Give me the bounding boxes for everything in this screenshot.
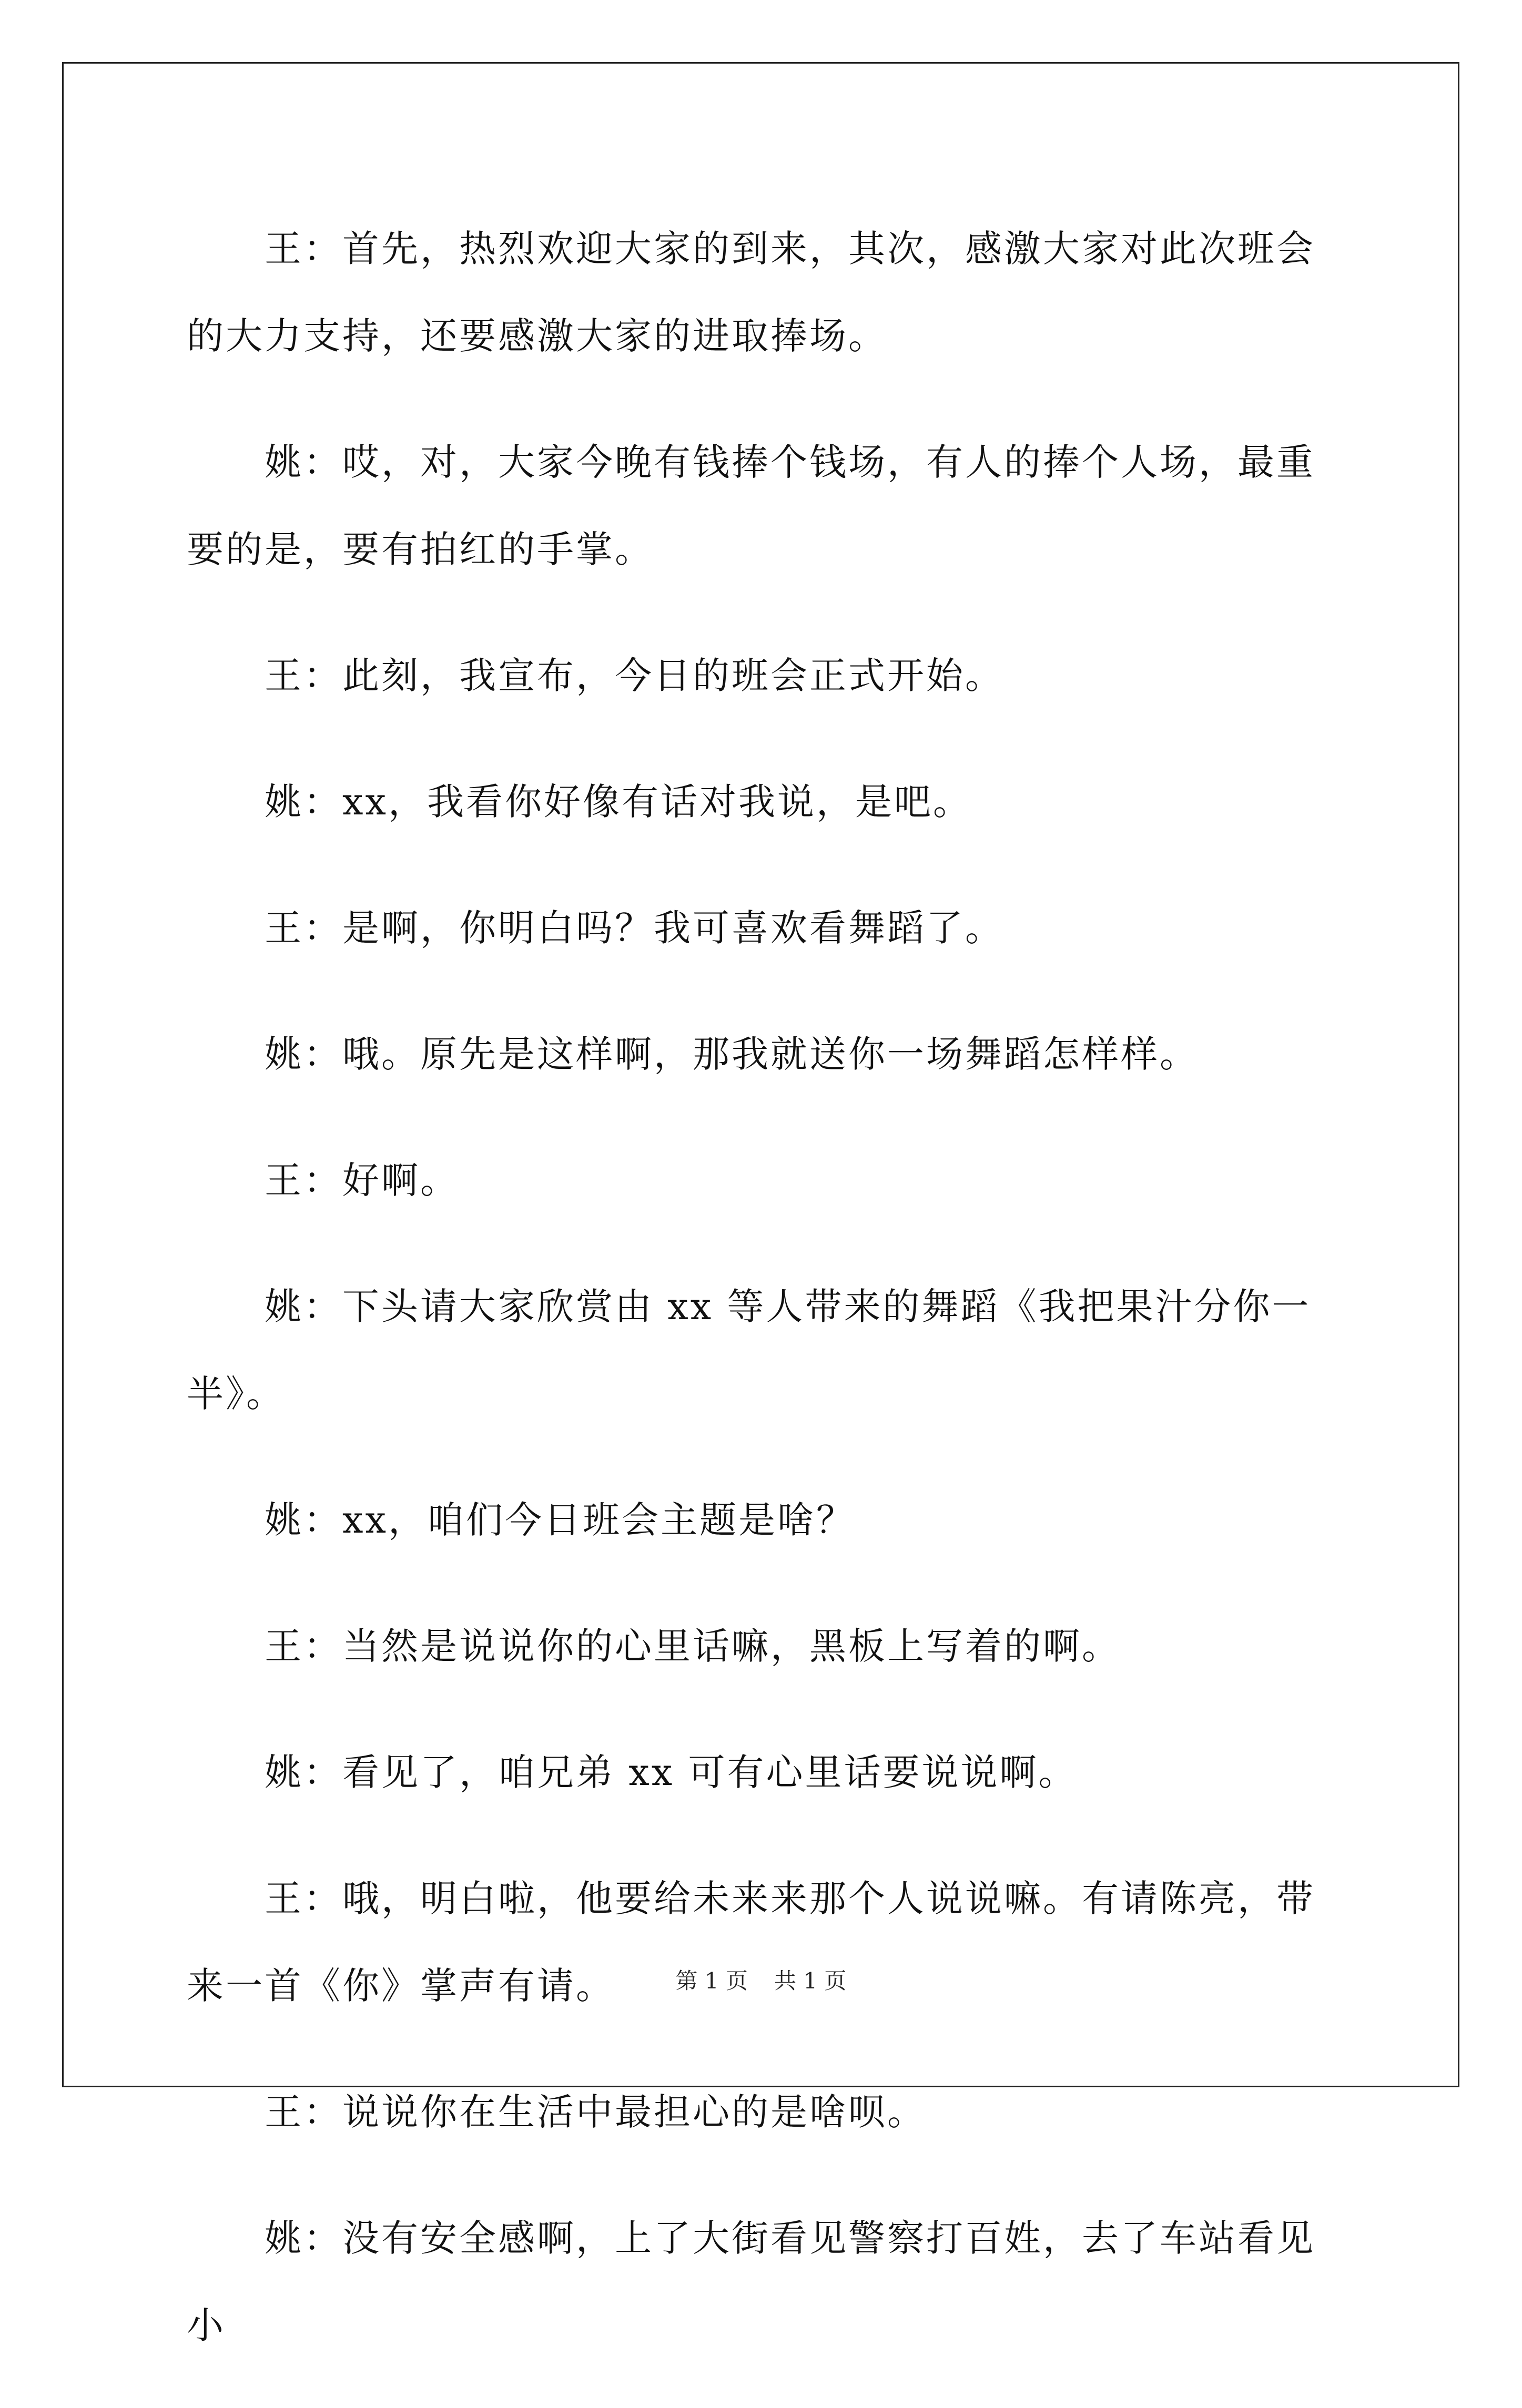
page-number: 第 1 页	[675, 1968, 748, 1994]
paragraph: 姚：哦。原先是这样啊，那我就送你一场舞蹈怎样样。	[265, 1033, 1199, 1076]
paragraph: 王：是啊，你明白吗？我可喜欢看舞蹈了。	[265, 906, 1004, 950]
paragraph: 姚：xx，咱们今日班会主题是啥？	[265, 1498, 855, 1542]
paragraph: 姚：哎，对，大家今晚有钱捧个钱场，有人的捧个人场，最重要的是，要有拍红的手掌。	[187, 441, 1315, 571]
paragraph: 王：哦，明白啦，他要给未来来那个人说说嘛。有请陈亮，带来一首《你》掌声有请。	[187, 1877, 1315, 2007]
page-total: 共 1 页	[774, 1968, 847, 1994]
paragraph: 王：说说你在生活中最担心的是啥呗。	[265, 2090, 926, 2134]
paragraph: 王：当然是说说你的心里话嘛，黑板上写着的啊。	[265, 1625, 1121, 1668]
paragraph: 姚：xx，我看你好像有话对我说，是吧。	[265, 780, 972, 823]
document-body	[187, 205, 1344, 2408]
paragraph: 王：好啊。	[265, 1159, 459, 1202]
paragraph: 姚：下头请大家欣赏由 xx 等人带来的舞蹈《我把果汁分你一半》。	[187, 1285, 1311, 1415]
paragraph: 王：首先，热烈欢迎大家的到来，其次，感激大家对此次班会的大力支持，还要感激大家的进取捧场。	[187, 227, 1315, 358]
paragraph: 王：此刻，我宣布，今日的班会正式开始。	[265, 654, 1004, 697]
paragraph: 姚：没有安全感啊，上了大街看见警察打百姓，去了车站看见小	[187, 2217, 1315, 2347]
paragraph: 姚：看见了，咱兄弟 xx 可有心里话要说说啊。	[265, 1751, 1078, 1794]
page-footer	[0, 1964, 1522, 1995]
